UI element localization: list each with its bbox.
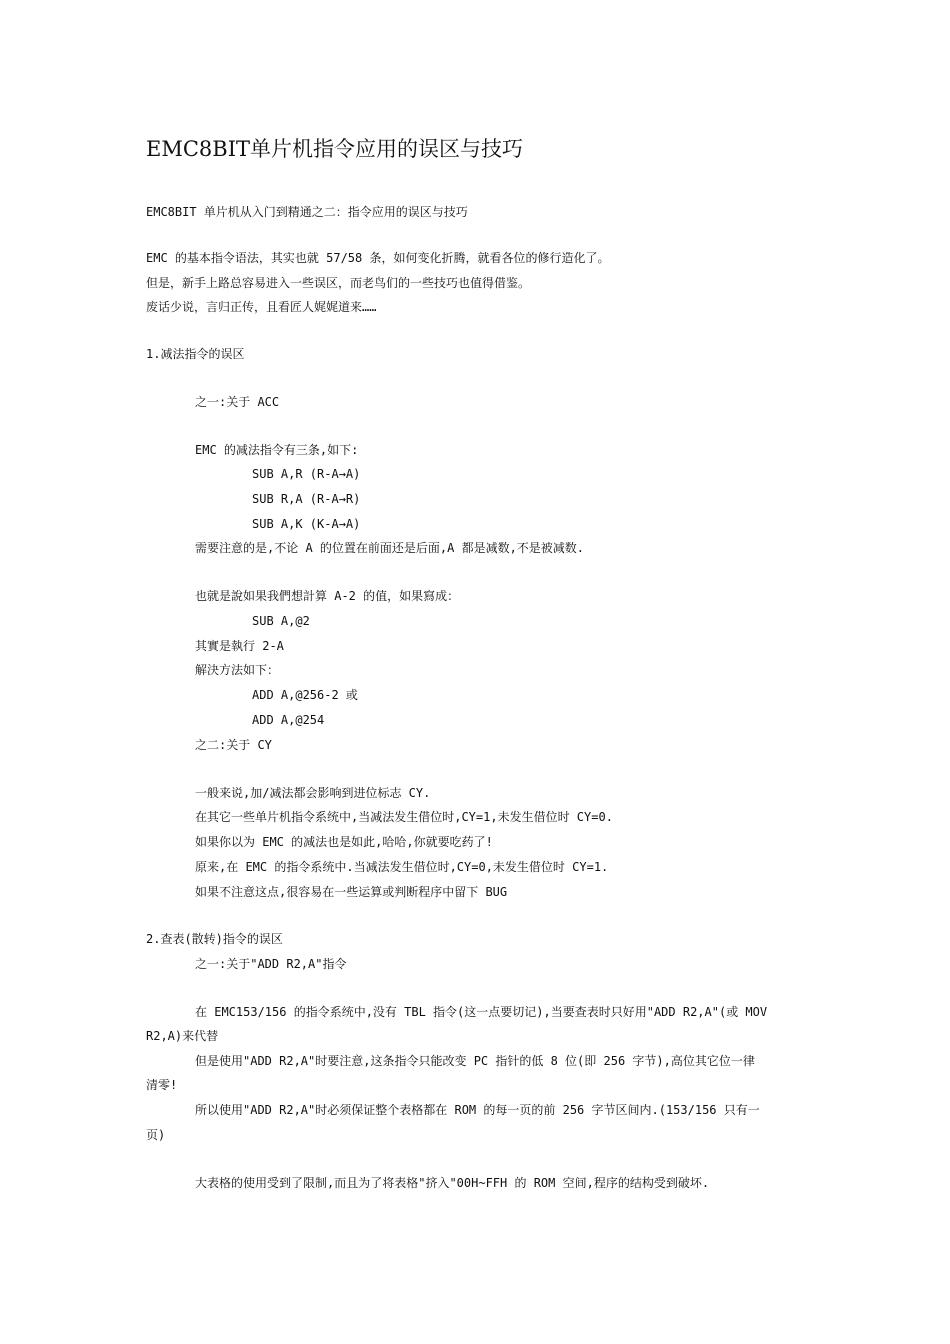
code-line: ADD A,@256-2 或 xyxy=(252,688,358,702)
paragraph-line: 在其它一些单片机指令系统中,当减法发生借位时,CY=1,未发生借位时 CY=0. xyxy=(195,810,613,824)
intro-line-3: 废话少说，言归正传，且看匠人娓娓道来…… xyxy=(146,300,377,314)
paragraph-line: R2,A)来代替 xyxy=(146,1029,219,1043)
section1-part1-heading: 之一:关于 ACC xyxy=(195,395,280,409)
example-result: 其實是執行 2-A xyxy=(195,639,284,653)
section1-heading: 1.减法指令的误区 xyxy=(146,347,245,361)
section1-part2-heading: 之二:关于 CY xyxy=(195,738,272,752)
paragraph-line: 页) xyxy=(146,1128,166,1142)
solution-intro: 解決方法如下： xyxy=(195,663,280,677)
example-intro: 也就是說如果我們想計算 A-2 的值，如果寫成： xyxy=(195,589,460,603)
paragraph-line: 在 EMC153/156 的指令系统中,没有 TBL 指令(这一点要切记),当要查表时只好用"ADD R2,A"(或 MOV xyxy=(195,1005,768,1019)
code-line: SUB A,R (R-A→A) xyxy=(252,467,361,481)
intro-line-2: 但是，新手上路总容易进入一些误区，而老鸟们的一些技巧也值得借鉴。 xyxy=(146,276,531,290)
paragraph-line: 清零! xyxy=(146,1078,178,1092)
paragraph-line: 但是使用"ADD R2,A"时要注意,这条指令只能改变 PC 指针的低 8 位(即 256 字节),高位其它位一律 xyxy=(195,1054,755,1068)
code-line: SUB A,K (K-A→A) xyxy=(252,517,361,531)
subtitle: EMC8BIT 单片机从入门到精通之二：指令应用的误区与技巧 xyxy=(146,205,468,219)
section2-heading: 2.查表(散转)指令的误区 xyxy=(146,932,283,946)
code-line: ADD A,@254 xyxy=(252,713,325,727)
paragraph-line: 所以使用"ADD R2,A"时必须保证整个表格都在 ROM 的每一页的前 256 字节区间内.(153/156 只有一 xyxy=(195,1103,760,1117)
section1-part1-note: 需要注意的是,不论 A 的位置在前面还是后面,A 都是减数,不是被减数. xyxy=(195,541,585,555)
paragraph-line: 大表格的使用受到了限制,而且为了将表格"挤入"00H~FFH 的 ROM 空间,程序的结构受到破坏. xyxy=(195,1176,710,1190)
section1-part1-intro: EMC 的减法指令有三条,如下: xyxy=(195,443,359,457)
paragraph-line: 如果你以为 EMC 的减法也是如此,哈哈,你就要吃药了! xyxy=(195,835,493,849)
paragraph-line: 如果不注意这点,很容易在一些运算或判断程序中留下 BUG xyxy=(195,885,508,899)
intro-line-1: EMC 的基本指令语法，其实也就 57/58 条，如何变化折腾，就看各位的修行造化了。 xyxy=(146,251,610,265)
code-line: SUB R,A (R-A→R) xyxy=(252,492,361,506)
code-line: SUB A,@2 xyxy=(252,614,310,628)
document-title: EMC8BIT单片机指令应用的误区与技巧 xyxy=(146,137,523,161)
paragraph-line: 原来,在 EMC 的指令系统中.当减法发生借位时,CY=0,未发生借位时 CY=1. xyxy=(195,860,609,874)
section2-part1-heading: 之一:关于"ADD R2,A"指令 xyxy=(195,957,347,971)
paragraph-line: 一般来说,加/减法都会影响到进位标志 CY. xyxy=(195,786,431,800)
